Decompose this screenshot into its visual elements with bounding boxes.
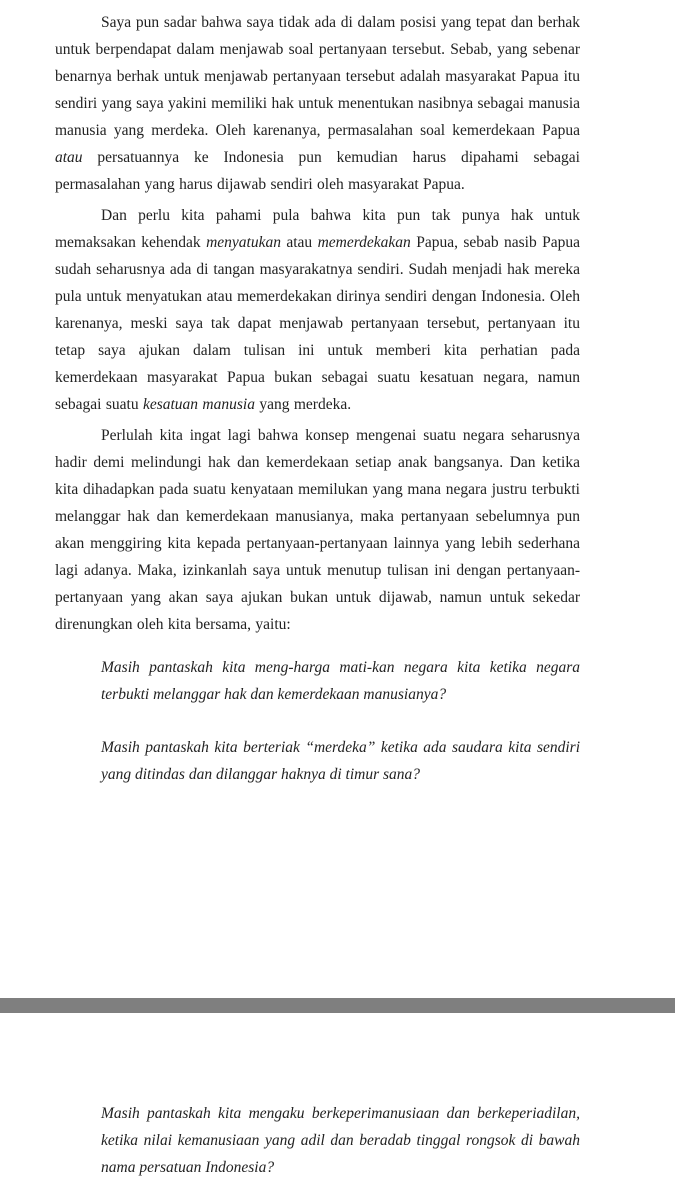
paragraph-2-text-c: Papua, sebab nasib Papua sudah seharusnya ada di tangan masyarakatnya sendiri. Sudah menjadi hak mereka pula untuk menyatukan atau memerdekakan dirinya sendiri dengan Indonesia. Oleh karenanya, meski saya tak dapat menjawab pertanyaan tersebut, pertanyaan itu tetap saya ajukan dalam tulisan ini untuk memberi kita perhatian pada kemerdekaan masyarakat Papua bukan sebagai suatu kesatuan negara, namun sebagai suatu — [55, 234, 580, 413]
paragraph-2-italic-menyatukan: menyatukan — [206, 234, 281, 251]
page-1-content — [55, 9, 580, 788]
paragraph-2-italic-memerdekakan: memerdekakan — [317, 234, 411, 251]
paragraph-2-italic-kesatuan-manusia: kesatuan manusia — [142, 396, 255, 413]
quote-1: Masih pantaskah kita meng-harga mati-kan negara kita ketika negara terbukti melanggar hak dan kemerdekaan manusianya? — [101, 659, 580, 703]
document-page-2 — [0, 1013, 675, 1200]
paragraph-2-text-a: Dan perlu kita pahami pula bahwa kita pun tak punya hak untuk memaksakan kehendak — [55, 207, 580, 251]
paragraph-1-italic-atau: atau — [55, 149, 83, 166]
page-separator — [0, 998, 675, 1013]
page-2-content — [55, 1100, 580, 1181]
paragraph-2-text-b: atau — [280, 234, 318, 251]
paragraph-1-text-b: persatuannya ke Indonesia pun kemudian harus dipahami sebagai permasalahan yang harus dijawab sendiri oleh masyarakat Papua. — [55, 149, 580, 193]
paragraph-1-text-a: Saya pun sadar bahwa saya tidak ada di dalam posisi yang tepat dan berhak untuk berpendapat dalam menjawab soal pertanyaan tersebut. Sebab, yang sebenar benarnya berhak untuk menjawab pertanyaan tersebut adalah masyarakat Papua itu sendiri yang saya yakini memiliki hak untuk menentukan nasibnya sebagai manusia manusia yang merdeka. Oleh karenanya, permasalahan soal kemerdekaan Papua — [55, 14, 580, 139]
body-paragraph-1 — [55, 9, 580, 198]
paragraph-3-text: Perlulah kita ingat lagi bahwa konsep mengenai suatu negara seharusnya hadir demi melindungi hak dan kemerdekaan setiap anak bangsanya. Dan ketika kita dihadapkan pada suatu kenyataan memilukan yang mana negara justru terbukti melanggar hak dan kemerdekaan manusianya, maka pertanyaan sebelumnya pun akan menggiring kita kepada pertanyaan-pertanyaan lainnya yang lebih sederhana lagi adanya. Maka, izinkanlah saya untuk menutup tulisan ini dengan pertanyaan-pertanyaan yang akan saya ajukan bukan untuk dijawab, namun untuk sekedar direnungkan oleh kita bersama, yaitu: — [55, 427, 580, 633]
body-paragraph-3 — [55, 422, 580, 638]
quote-3: Masih pantaskah kita mengaku berkeperimanusiaan dan berkeperiadilan, ketika nilai kemanusiaan yang adil dan beradab tinggal rongsok di bawah nama persatuan Indonesia? — [101, 1105, 580, 1176]
body-paragraph-2 — [55, 202, 580, 418]
paragraph-2-text-d: yang merdeka. — [254, 396, 352, 413]
quote-2: Masih pantaskah kita berteriak “merdeka” ketika ada saudara kita sendiri yang ditindas dan dilanggar haknya di timur sana? — [101, 739, 580, 783]
